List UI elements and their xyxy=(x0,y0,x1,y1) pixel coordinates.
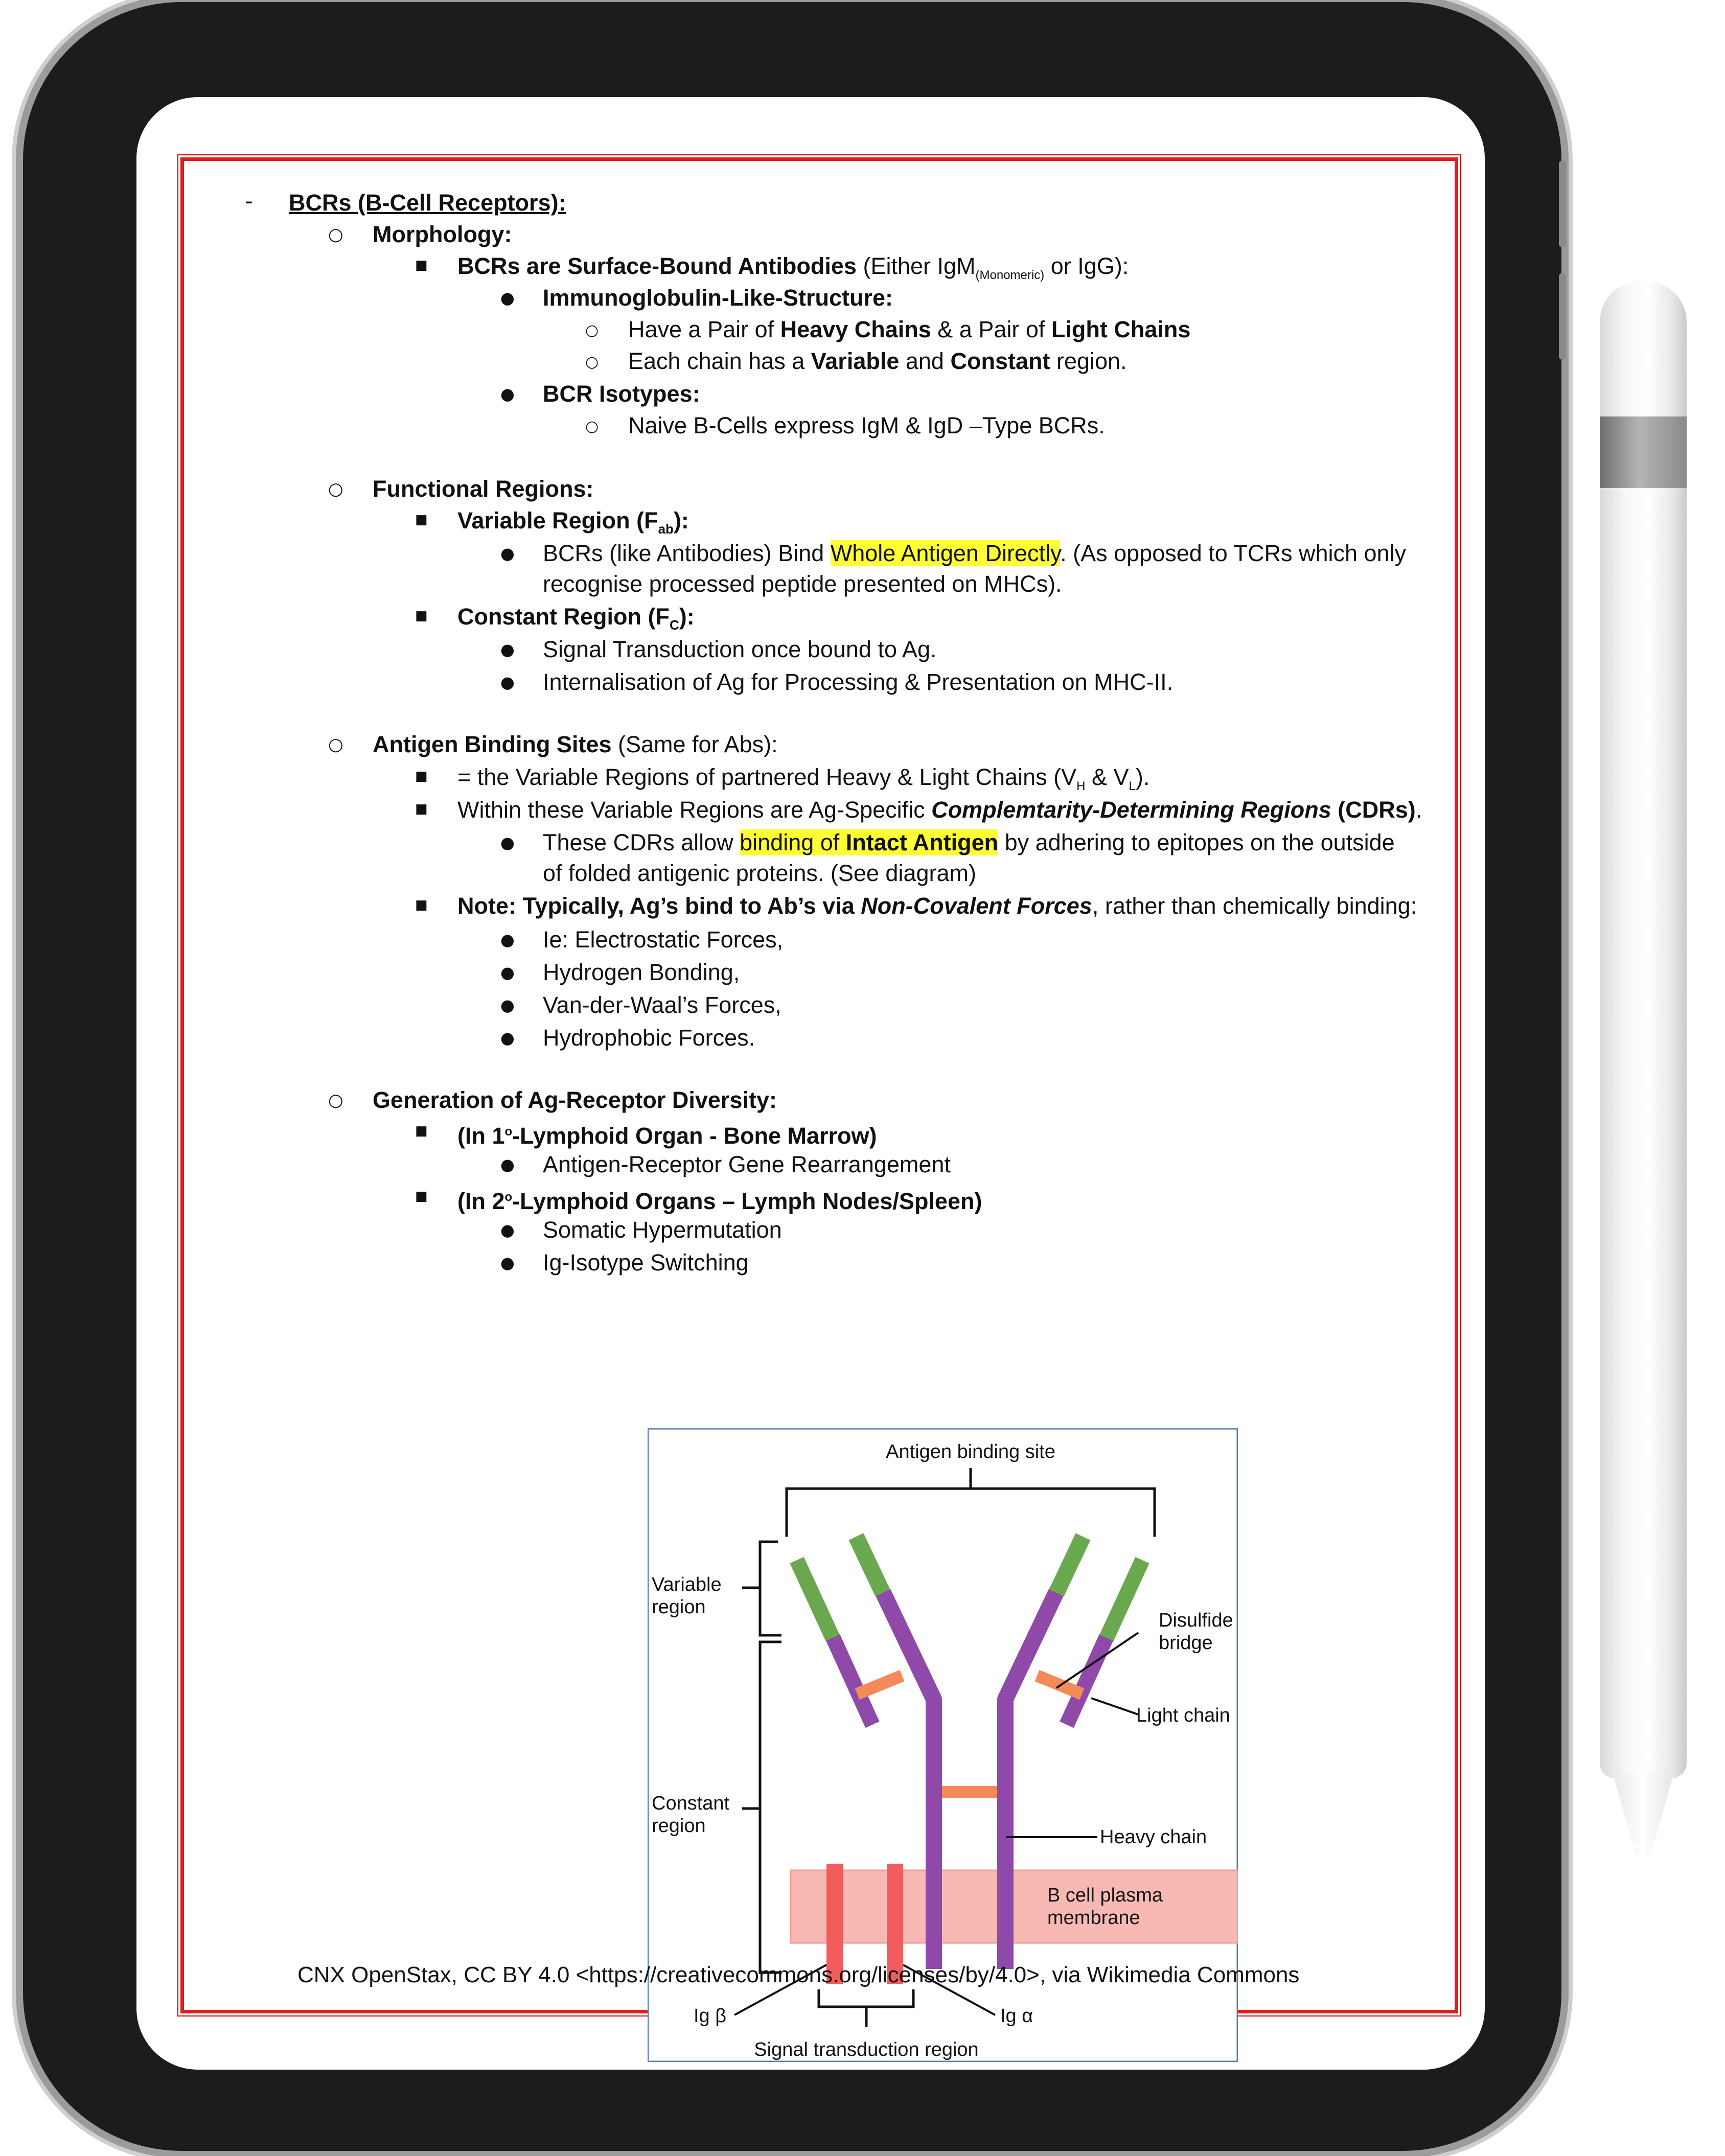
highlight-whole-antigen: Whole Antigen Directly xyxy=(830,540,1061,566)
square-bullet: ■ xyxy=(415,769,428,784)
stylus-tip xyxy=(1613,1773,1674,1855)
dot-bullet: ● xyxy=(500,1028,515,1048)
square-bullet: ■ xyxy=(415,801,428,817)
label-disulfide-2: bridge xyxy=(1159,1632,1213,1654)
label-ig-alpha: Ig α xyxy=(1000,2005,1033,2027)
label-light-chain: Light chain xyxy=(1136,1705,1230,1726)
force-item: Ie: Electrostatic Forces, xyxy=(543,926,784,953)
label-membrane-1: B cell plasma xyxy=(1047,1885,1163,1906)
morphology-heading: Morphology: xyxy=(373,221,512,247)
cdr-bind-line-2: of folded antigenic proteins. (See diagram) xyxy=(543,860,976,886)
dot-bullet: ● xyxy=(500,384,515,404)
chain-region-line: Each chain has a Variable and Constant region. xyxy=(628,348,1127,374)
cdr-line: Within these Variable Regions are Ag-Specific Complemtarity-Determining Regions (CDRs). xyxy=(457,797,1422,823)
volume-up-button xyxy=(1559,160,1566,247)
highlight-intact-antigen: binding of Intact Antigen xyxy=(740,829,999,855)
secondary-organ-line: (In 2$^o$-Lymphoid Organs – Lymph Nodes/Spleen) xyxy=(457,1188,982,1214)
label-ig-beta: Ig β xyxy=(694,2005,727,2027)
circle-bullet: ○ xyxy=(328,1090,343,1110)
square-bullet: ■ xyxy=(415,608,428,623)
force-item: Van-der-Waal’s Forces, xyxy=(543,992,781,1018)
dot-bullet: ● xyxy=(500,930,515,949)
image-credit: CNX OpenStax, CC BY 4.0 <https://creativecommons.org/licenses/by/4.0>, via Wikimedia Commons xyxy=(297,1962,1300,1987)
chain-pair-line: Have a Pair of Heavy Chains & a Pair of Light Chains xyxy=(628,316,1191,342)
surface-bound-line: BCRs are Surface-Bound Antibodies (Either IgM$_{(Monomeric)}$ or IgG): xyxy=(457,253,1129,282)
diversity-heading: Generation of Ag-Receptor Diversity: xyxy=(373,1087,777,1113)
force-item: Hydrophobic Forces. xyxy=(543,1025,755,1051)
isotype-switch-item: Ig-Isotype Switching xyxy=(543,1249,749,1276)
dot-bullet: ● xyxy=(500,1220,515,1240)
constant-region-heading: Constant Region $(F_C)$: xyxy=(457,604,695,633)
naive-line: Naive B-Cells express IgM & IgD –Type BCRs. xyxy=(628,412,1105,438)
isotypes-heading: BCR Isotypes: xyxy=(543,381,700,407)
plasma-membrane xyxy=(791,1870,1238,1943)
circle-bullet: ○ xyxy=(328,224,343,245)
label-variable-2: region xyxy=(652,1596,706,1618)
square-bullet: ■ xyxy=(415,1123,428,1139)
dot-bullet: ● xyxy=(500,1253,515,1272)
dot-bullet: ● xyxy=(500,544,515,563)
label-signal-region: Signal transduction region xyxy=(754,2039,979,2060)
tablet-device xyxy=(23,2,1561,2151)
dot-bullet: ● xyxy=(500,833,515,852)
hypermutation-item: Somatic Hypermutation xyxy=(543,1217,782,1243)
tablet-screen[interactable] xyxy=(136,97,1485,2070)
circle-bullet: ○ xyxy=(585,353,599,371)
stylus-body xyxy=(1600,281,1687,1778)
dot-bullet: ● xyxy=(500,1155,515,1174)
circle-bullet: ○ xyxy=(328,734,343,755)
note-line: Note: Typically, Ag’s bind to Ab’s via Non-Covalent Forces, rather than chemically binding: xyxy=(457,893,1417,919)
binding-sites-heading: Antigen Binding Sites (Same for Abs): xyxy=(373,731,778,757)
volume-down-button xyxy=(1559,273,1566,360)
circle-bullet: ○ xyxy=(328,479,343,499)
dot-bullet: ● xyxy=(500,640,515,659)
primary-organ-line: (In 1$^o$-Lymphoid Organ - Bone Marrow) xyxy=(457,1123,877,1149)
square-bullet: ■ xyxy=(415,1189,428,1204)
cdr-bind-line: These CDRs allow binding of Intact Antigen by adhering to epitopes on the outside xyxy=(543,829,1395,855)
label-antigen-site: Antigen binding site xyxy=(886,1441,1055,1463)
functional-heading: Functional Regions: xyxy=(373,476,594,502)
label-constant-1: Constant xyxy=(652,1793,730,1814)
dot-bullet: ● xyxy=(500,673,515,692)
stylus-band xyxy=(1600,416,1687,488)
dot-bullet: ● xyxy=(500,995,515,1015)
label-constant-2: region xyxy=(652,1815,706,1837)
variable-region-heading: Variable Region $(F_{ab})$: xyxy=(457,507,689,537)
dot-bullet: ● xyxy=(500,963,515,982)
label-heavy-chain: Heavy chain xyxy=(1100,1826,1207,1848)
bcr-bind-line: BCRs (like Antibodies) Bind Whole Antigen Directly. (As opposed to TCRs which only xyxy=(543,540,1407,566)
label-membrane-2: membrane xyxy=(1047,1907,1140,1929)
label-variable-1: Variable xyxy=(652,1574,722,1595)
square-bullet: ■ xyxy=(415,258,428,273)
bcr-bind-line-2: recognise processed peptide presented on MHCs). xyxy=(543,571,1062,597)
signal-line: Signal Transduction once bound to Ag. xyxy=(543,636,937,662)
rearrangement-item: Antigen-Receptor Gene Rearrangement xyxy=(543,1151,951,1177)
circle-bullet: ○ xyxy=(585,321,599,339)
variable-regions-line: = the Variable Regions of partnered Heavy & Light Chains ($V_H$ & $V_L$). xyxy=(457,764,1150,793)
force-item: Hydrogen Bonding, xyxy=(543,959,740,985)
dot-bullet: ● xyxy=(500,288,515,308)
square-bullet: ■ xyxy=(415,897,428,913)
ig-like-heading: Immunoglobulin-Like-Structure: xyxy=(543,285,893,311)
square-bullet: ■ xyxy=(415,512,428,527)
section-title: BCRs (B-Cell Receptors): xyxy=(289,190,566,216)
circle-bullet: ○ xyxy=(585,418,599,435)
stylus-pencil xyxy=(1600,281,1687,1855)
internalisation-line: Internalisation of Ag for Processing & Presentation on MHC-II. xyxy=(543,669,1174,695)
label-disulfide-1: Disulfide xyxy=(1159,1610,1233,1631)
dash-bullet: - xyxy=(245,188,253,214)
